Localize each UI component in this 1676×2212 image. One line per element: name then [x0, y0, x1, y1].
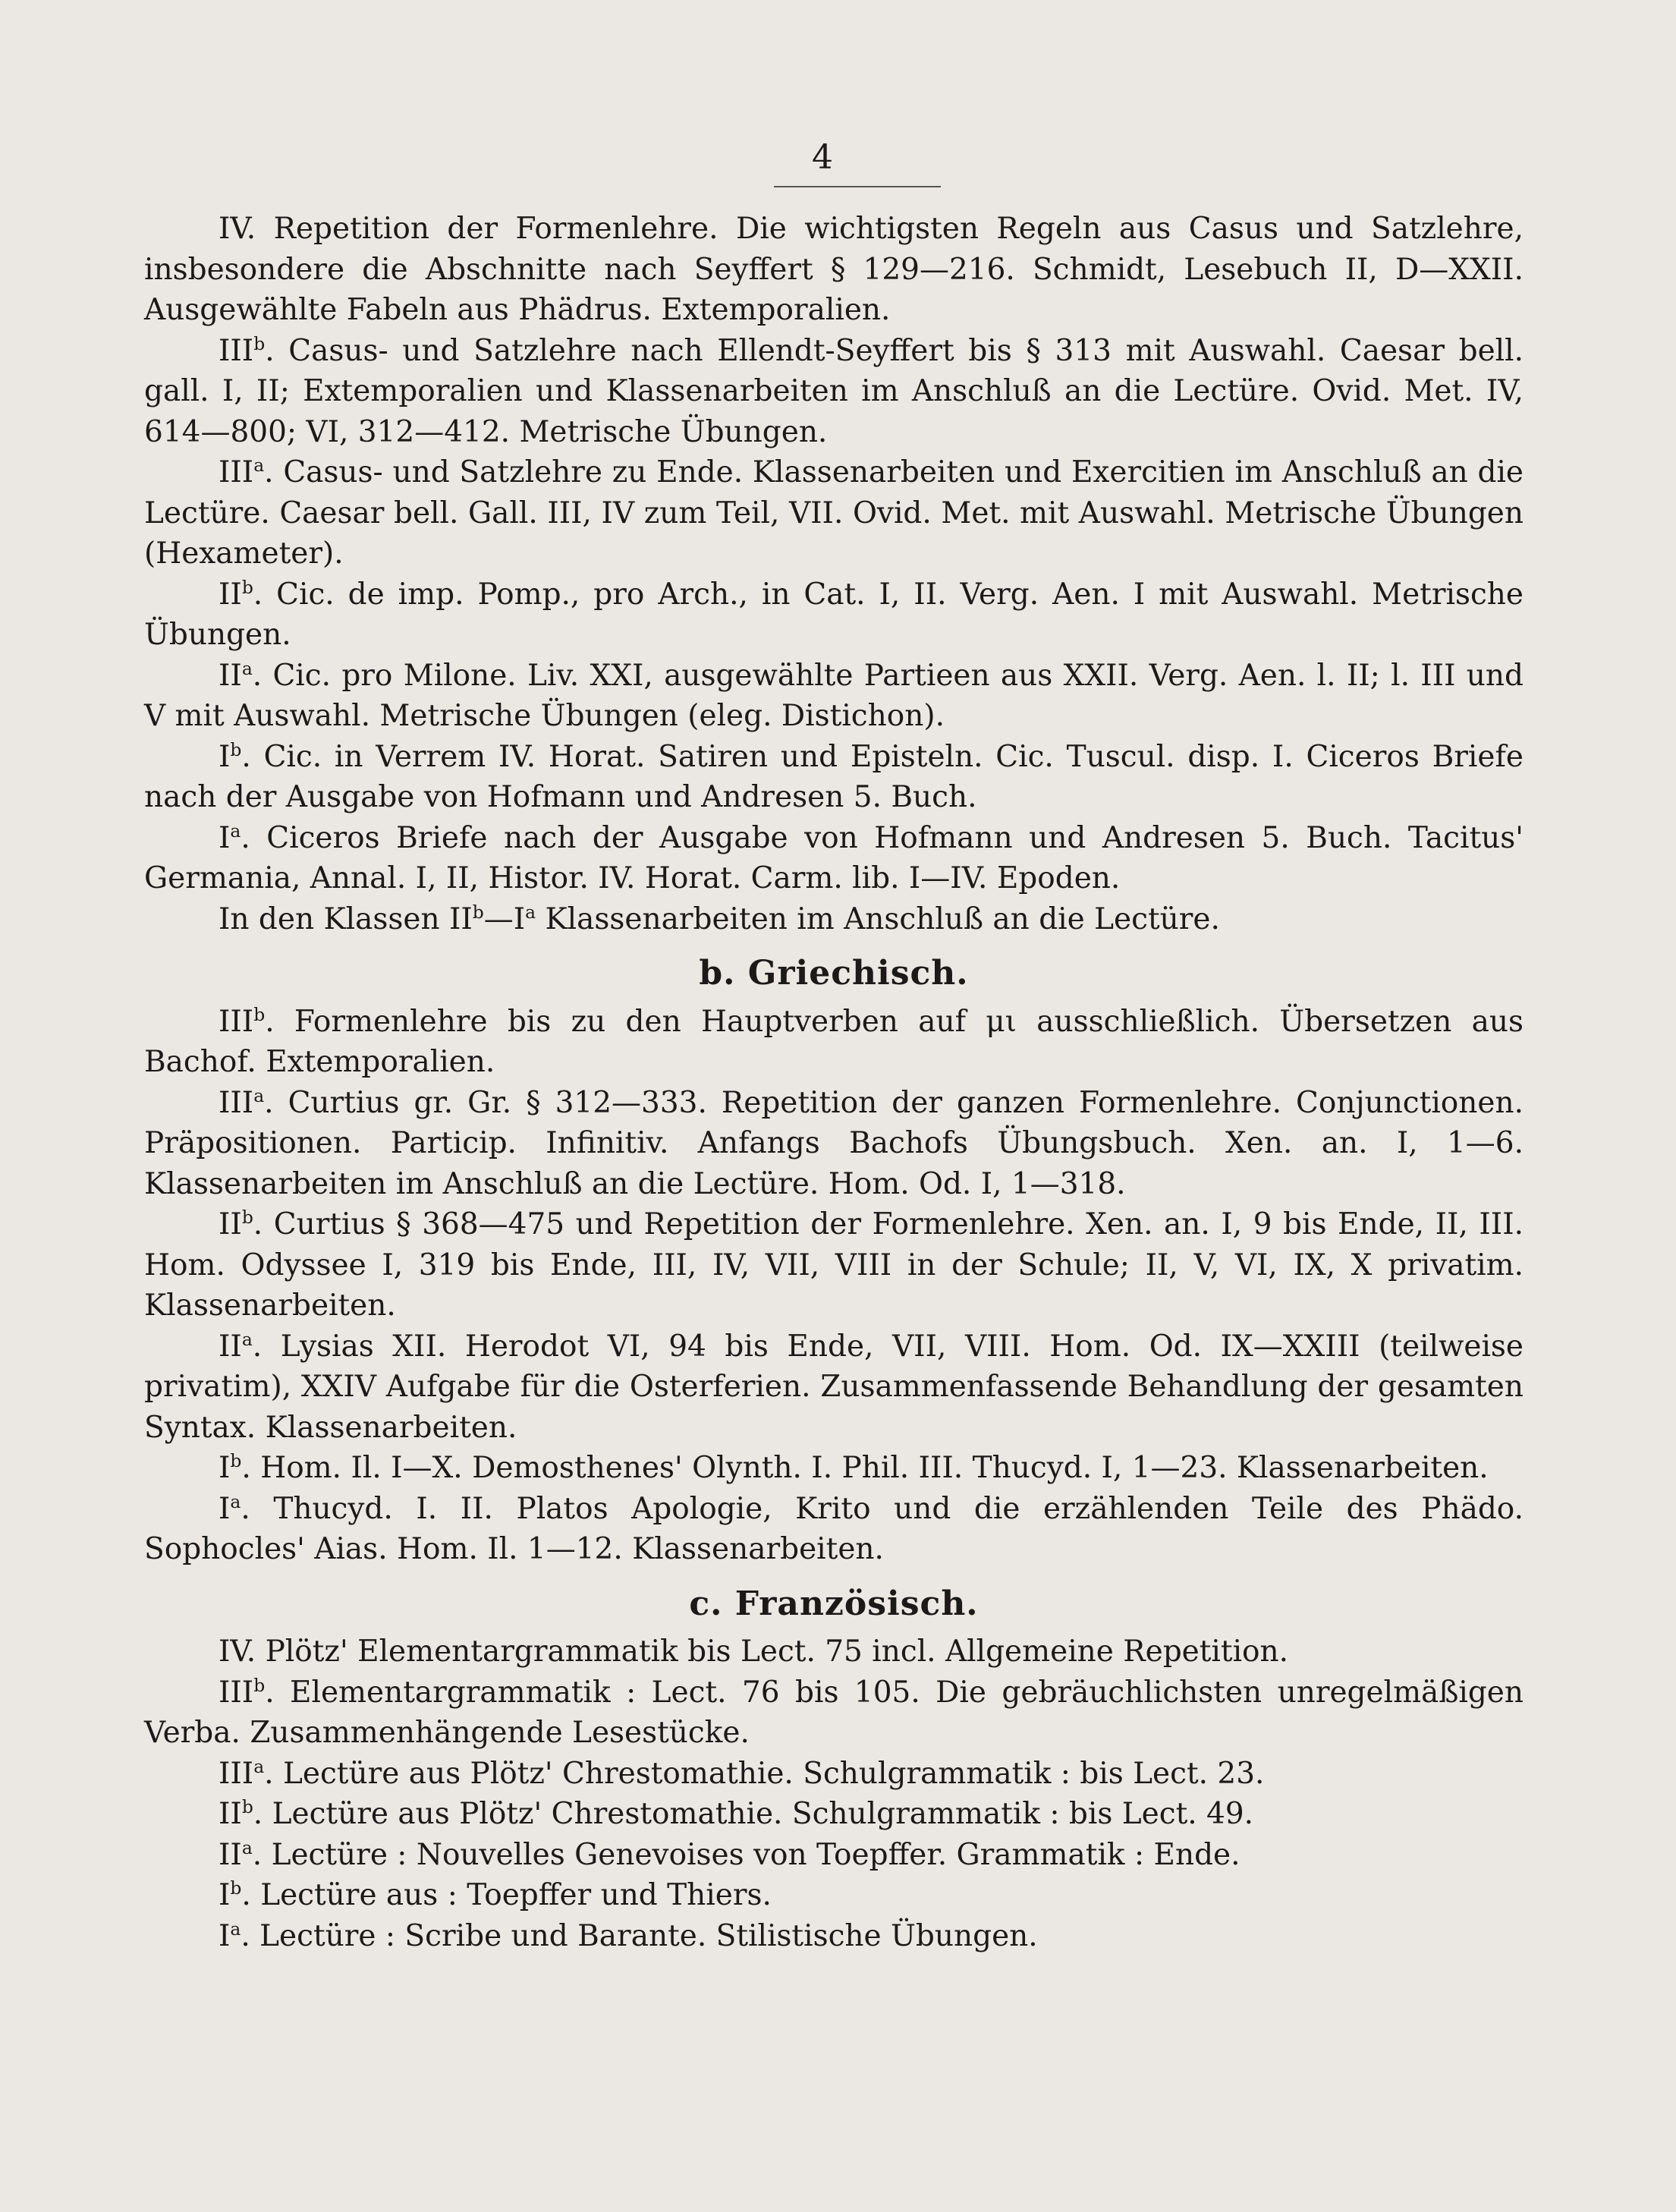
greek-paragraph-ib: $I^b$. Hom. Il. I—X. Demosthenes' Olynth. I. Phil. III. Thucyd. I, 1—23. Klassenarbeiten. [219, 1450, 1489, 1485]
french-paragraph-iia: $II^a$. Lectüre : Nouvelles Genevoises von Toepffer. Grammatik : Ende. [219, 1836, 1240, 1872]
latin-paragraph-iiia: III$^a$. Casus- und Satzlehre zu Ende. Klassenarbeiten und Exercitien im Anschluß an die Lectüre. Caesar bell. Gall. III, IV zum Teil, VII. Ovid. Met. mit Auswahl. Metrische Übungen (Hexameter). [144, 455, 1523, 571]
latin-paragraph-iia: $II^a$. Cic. pro Milone. Liv. XXI, ausgewählte Partieen aus XXII. Verg. Aen. l. II; l. III und V mit Auswahl. Metrische Übungen (eleg. Distichon). [144, 657, 1523, 733]
french-heading: c. Französisch. [689, 1584, 979, 1623]
french-paragraph-ia: $I^a$. Lectüre : Scribe und Barante. Stilistische Übungen. [219, 1918, 1038, 1953]
french-paragraph-ib: $I^b$. Lectüre aus : Toepffer und Thiers. [219, 1877, 772, 1912]
page-content [144, 209, 1523, 1956]
greek-paragraph-ia: $I^a$. Thucyd. I. II. Platos Apologie, Krito und die erzählenden Teile des Phädo. Sophocles' Aias. Hom. Il. 1—12. Klassenarbeiten. [144, 1490, 1523, 1566]
latin-note: In den Klassen $II^b—I^a$ Klassenarbeiten im Anschluß an die Lectüre. [219, 901, 1220, 936]
greek-section [144, 1002, 1523, 1570]
latin-paragraph-iiib: III$^b$. Casus- und Satzlehre nach Ellendt-Seyffert bis § 313 mit Auswahl. Caesar bell. gall. I, II; Extemporalien und Klassenarbeiten im Anschluß an die Lectüre. Ovid. Met. IV, 614—800; VI, 312—412. Metrische Übungen. [144, 332, 1523, 449]
greek-heading: b. Griechisch. [699, 954, 969, 993]
greek-paragraph-iia: $II^a$. Lysias XII. Herodot VI, 94 bis Ende, VII, VIII. Hom. Od. IX—XXIII (teilweise privatim), XXIV Aufgabe für die Osterferien. Zusammenfassende Behandlung der gesamten Syntax. Klassenarbeiten. [144, 1328, 1524, 1445]
latin-paragraph-iib: $II^b$. Cic. de imp. Pomp., pro Arch., in Cat. I, II. Verg. Aen. I mit Auswahl. Metrische Übungen. [144, 576, 1523, 652]
latin-paragraph-ia: $I^a$. Ciceros Briefe nach der Ausgabe von Hofmann und Andresen 5. Buch. Tacitus' Germania, Annal. I, II, Histor. IV. Horat. Carm. lib. I—IV. Epoden. [144, 820, 1523, 895]
latin-paragraph-ib: $I^b$. Cic. in Verrem IV. Horat. Satiren und Episteln. Cic. Tuscul. disp. I. Ciceros Briefe nach der Ausgabe von Hofmann und Andresen 5. Buch. [144, 738, 1523, 814]
french-paragraph-iv: IV. Plötz' Elementargrammatik bis Lect. 75 incl. Allgemeine Repetition. [219, 1635, 1289, 1669]
greek-paragraph-iib: $II^b$. Curtius § 368—475 und Repetition der Formenlehre. Xen. an. I, 9 bis Ende, II, III. Hom. Odyssee I, 319 bis Ende, III, IV, VII, VIII in der Schule; II, V, VI, IX, X privatim. Klassenarbeiten. [144, 1207, 1523, 1323]
french-section [144, 1631, 1523, 1956]
french-paragraph-iiib: III$^b$. Elementargrammatik : Lect. 76 bis 105. Die gebräuchlichsten unregelmäßigen Verba. Zusammenhängende Lesestücke. [144, 1674, 1524, 1750]
french-paragraph-iiia: III$^a$. Lectüre aus Plötz' Chrestomathie. Schulgrammatik : bis Lect. 23. [219, 1755, 1265, 1791]
greek-paragraph-iiia: III$^a$. Curtius gr. Gr. § 312—333. Repetition der ganzen Formenlehre. Conjunctionen. Präpositionen. Particip. Infinitiv. Anfangs Bachofs Übungsbuch. Xen. an. I, 1—6. Klassenarbeiten im Anschluß an die Lectüre. Hom. Od. I, 1—318. [144, 1084, 1523, 1201]
page-number-rule [774, 186, 941, 187]
french-paragraph-iib: $II^b$. Lectüre aus Plötz' Chrestomathie. Schulgrammatik : bis Lect. 49. [219, 1796, 1254, 1831]
page-number: 4 [812, 138, 833, 177]
latin-paragraph-iv: IV. Repetition der Formenlehre. Die wichtigsten Regeln aus Casus und Satzlehre, insbesondere die Abschnitte nach Seyffert § 129—216. Schmidt, Lesebuch II, D—XXII. Ausgewählte Fabeln aus Phädrus. Extemporalien. [144, 212, 1523, 327]
latin-section [144, 209, 1523, 939]
greek-paragraph-iiib: III$^b$. Formenlehre bis zu den Hauptverben auf μι ausschließlich. Übersetzen aus Bachof. Extemporalien. [144, 1003, 1524, 1079]
